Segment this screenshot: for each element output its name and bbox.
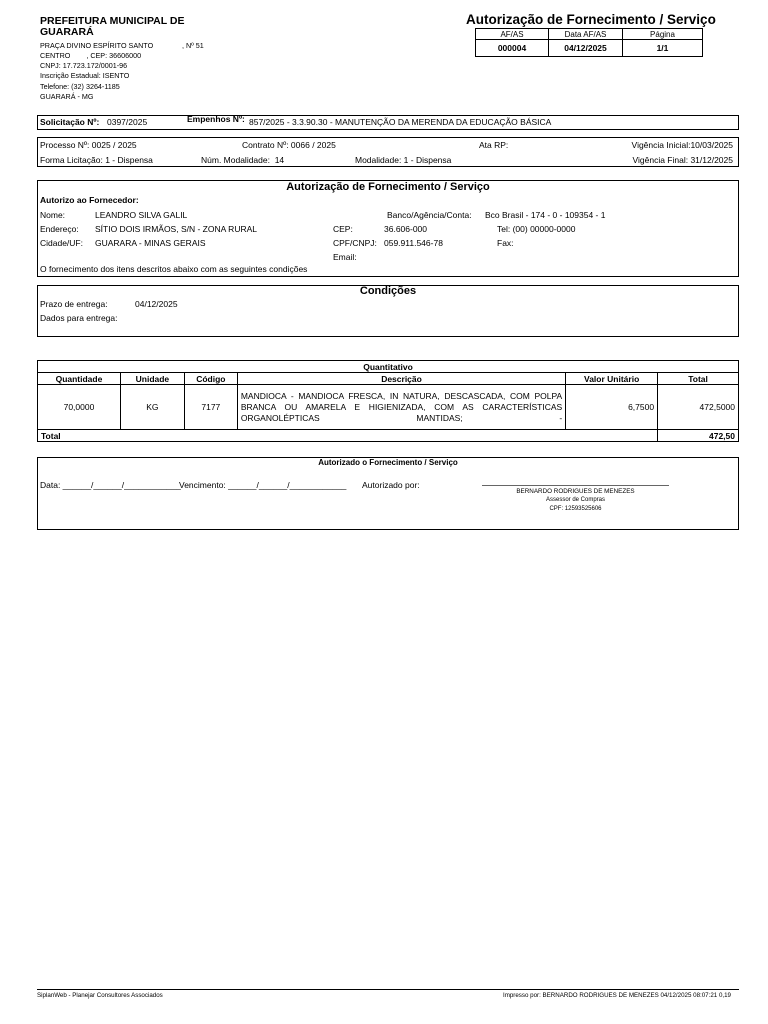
- af-number: 000004: [497, 43, 527, 53]
- solicitation-label: Solicitação Nº:: [40, 117, 100, 127]
- cnpj: CNPJ: 17.723.172/0001-96: [40, 61, 128, 70]
- forma-licitacao: Forma Licitação: 1 - Dispensa: [40, 155, 153, 165]
- modalidade: Modalidade: 1 - Dispensa: [355, 155, 452, 165]
- col-valor-unitario: Valor Unitário: [566, 373, 658, 385]
- authorization-title: Autorizado o Fornecimento / Serviço: [318, 458, 458, 467]
- af-date: 04/12/2025: [564, 43, 607, 53]
- supplier-fax: Fax:: [497, 238, 514, 248]
- signature-line: [482, 485, 669, 486]
- supplier-section-title: Autorização de Fornecimento / Serviço: [286, 181, 490, 193]
- col-quantidade: Quantidade: [38, 373, 121, 385]
- date-line: Data: ______/______/____________: [40, 480, 181, 490]
- delivery-label: Prazo de entrega:: [40, 299, 108, 309]
- supplier-city-label: Cidade/UF:: [40, 238, 83, 248]
- page-label: Página: [650, 30, 675, 39]
- supplier-name-label: Nome:: [40, 210, 66, 220]
- address-line-2: CENTRO , CEP: 36606000: [40, 51, 142, 60]
- af-label: AF/AS: [500, 30, 524, 39]
- signer-cpf: CPF: 12593525606: [549, 506, 602, 512]
- supplier-city: GUARARA - MINAS GERAIS: [95, 238, 206, 248]
- af-info-box: [475, 28, 703, 57]
- process-number: Processo Nº: 0025 / 2025: [40, 140, 137, 150]
- footer-left: SiplanWeb - Planejar Consultores Associados: [37, 992, 163, 999]
- cell-total: 472,5000: [658, 385, 739, 430]
- address-number: , Nº 51: [182, 41, 204, 50]
- authorize-label: Autorizo ao Fornecedor:: [40, 195, 139, 205]
- col-descricao: Descrição: [237, 373, 565, 385]
- table-row: [38, 385, 739, 430]
- col-unidade: Unidade: [120, 373, 184, 385]
- footer-rule: [37, 989, 739, 990]
- empenhos-label: Empenhos Nº:: [187, 114, 245, 124]
- supplier-phone: Tel: (00) 00000-0000: [497, 224, 576, 234]
- conditions-title: Condições: [359, 285, 417, 297]
- supplier-name: LEANDRO SILVA GALIL: [95, 210, 188, 220]
- bank-value: Bco Brasil - 174 - 0 - 109354 - 1: [485, 210, 606, 220]
- supplier-address: SÍTIO DOIS IRMÃOS, S/N - ZONA RURAL: [95, 224, 257, 234]
- table-title: Quantitativo: [38, 361, 739, 373]
- cell-descricao: MANDIOCA - MANDIOCA FRESCA, IN NATURA, DESCASCADA, COM POLPA BRANCA OU AMARELA E HIGIENIZADA, COM AS CARACTERÍSTICAS ORGANOLÉPTICAS MANTIDAS; -: [237, 385, 565, 430]
- cell-unidade: KG: [120, 385, 184, 430]
- empenhos-value: 857/2025 - 3.3.90.30 - MANUTENÇÃO DA MERENDA DA EDUCAÇÃO BÁSICA: [249, 117, 552, 127]
- cep-label: CEP:: [333, 224, 353, 234]
- signer-name: BERNARDO RODRIGUES DE MENEZES: [516, 488, 635, 495]
- af-date-label: Data AF/AS: [564, 30, 607, 39]
- num-modalidade: Núm. Modalidade: 14: [201, 155, 285, 165]
- vigencia-final: Vigência Final: 31/12/2025: [632, 155, 733, 165]
- vigencia-inicial: Vigência Inicial:10/03/2025: [631, 140, 733, 150]
- quantitative-table: [37, 360, 739, 442]
- conditions-note: O fornecimento dos itens descritos abaixo com as seguintes condições: [40, 264, 308, 274]
- state-registration: Inscrição Estadual: ISENTO: [40, 71, 130, 80]
- cpf-value: 059.911.546-78: [384, 238, 443, 248]
- vencimento-line: Vencimento: ______/______/____________: [179, 480, 347, 490]
- col-total: Total: [658, 373, 739, 385]
- autorizado-por-label: Autorizado por:: [362, 480, 420, 490]
- municipality-name: PREFEITURA MUNICIPAL DE GUARARÁ: [40, 15, 185, 38]
- total-label: Total: [38, 430, 658, 442]
- delivery-data-label: Dados para entrega:: [40, 313, 118, 323]
- cep-value: 36.606-000: [384, 224, 428, 234]
- ata-rp: Ata RP:: [479, 140, 509, 150]
- phone: Telefone: (32) 3264-1185: [40, 82, 120, 91]
- total-value: 472,50: [658, 430, 739, 442]
- page-number: 1/1: [656, 43, 669, 53]
- document-title: Autorização de Fornecimento / Serviço: [466, 12, 716, 27]
- col-codigo: Código: [184, 373, 237, 385]
- cpf-label: CPF/CNPJ:: [333, 238, 377, 248]
- contract-number: Contrato Nº: 0066 / 2025: [242, 140, 336, 150]
- solicitation-number: 0397/2025: [107, 117, 148, 127]
- footer-right: Impresso por: BERNARDO RODRIGUES DE MENEZES 04/12/2025 08:07:21 0,19: [502, 992, 731, 999]
- signer-role: Assessor de Compras: [545, 497, 606, 503]
- bank-label: Banco/Agência/Conta:: [387, 210, 472, 220]
- city: GUARARÁ - MG: [40, 92, 94, 101]
- cell-valor-unitario: 6,7500: [566, 385, 658, 430]
- address-line-1: PRAÇA DIVINO ESPÍRITO SANTO: [40, 41, 154, 50]
- supplier-address-label: Endereço:: [40, 224, 79, 234]
- cell-quantidade: 70,0000: [38, 385, 121, 430]
- delivery-date: 04/12/2025: [135, 299, 178, 309]
- cell-codigo: 7177: [184, 385, 237, 430]
- supplier-email: Email:: [333, 252, 357, 262]
